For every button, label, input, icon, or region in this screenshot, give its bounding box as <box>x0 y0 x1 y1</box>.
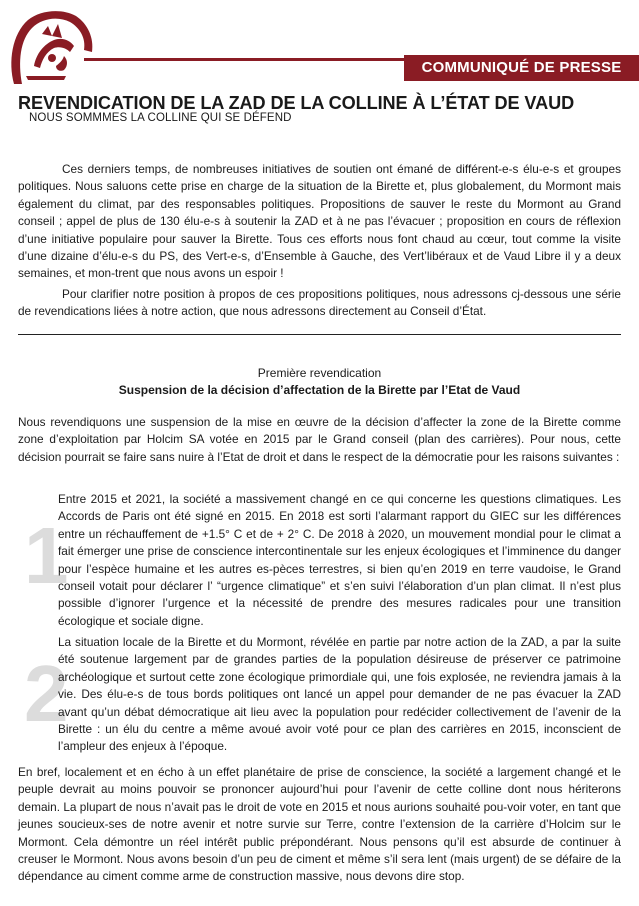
page-subtitle: NOUS SOMMMES LA COLLINE QUI SE DÉFEND <box>29 112 292 124</box>
item-text-1: Entre 2015 et 2021, la société a massivement changé en ce qui concerne les questions climatiques. Les Accords de Paris ont été signé en 2015. En 2018 est sorti l’alarmant rapport du GIEC sur les différences entre un réchauffement de +1.5° C et de + 2° C. De 2018 à 2020, un mouvement mondial pour le climat a fait émerger une prise de conscience intercontinentale sur les enjeux écologiques et l’imminence du danger pour l’espèce humaine et les autres es-pèces terrestres, si bien qu’en 2019 en terre vaudoise, le Grand conseil votait pour déclarer l’ “urgence climatique” et s’en suivi l’élaboration d’un plan climat. Il n’est plus possible d’ignorer l’urgence et la nécessité de prendre des mesures radicales pour une transition écologique et sociale digne. <box>58 492 621 628</box>
intro-paragraph-1: Ces derniers temps, de nombreuses initiatives de soutien ont émané de différent-e-s élu-e-s et groupes politiques. Nous saluons cette prise en charge de la situation de la Birette et, plus globalement, du Mormont mais également du climat, par des responsables politiques. Propositions de sauver le reste du Mormont au Grand conseil ; appel de plus de 130 élu-e-s à soutenir la ZAD et à ne pas l’évacuer ; proposition en cours de réflexion d’une initiative populaire pour sauver la Birette. Tous ces efforts nous font chaud au cœur, tout comme la visite d’une dizaine d’élu-e-s du PS, des Vert-e-s, d’Ensemble à Gauche, des Vert’libéraux et de Vaud Libre il y a deux semaines, et mon-trent que nous avons un espoir ! <box>18 162 621 281</box>
item-text-2: La situation locale de la Birette et du Mormont, révélée en partie par notre action de la ZAD, a par la suite été soutenue largement par de grandes parties de la population désireuse de préserver ce patrimoine archéologique et surtout cette zone écologique primordiale qui, une fois explosée, ne reviendra jamais à la vie. Des élu-e-s de tous bords politiques ont lancé un appel pour demander de ne pas évacuer la ZAD avant qu’un débat démocratique ait lieu avec la population pour redécider collectivement de l’avenir de la Birette : un élu du centre a même avoué avoir voté pour ce plan des carrières en 2015, inconscient de l’ampleur des enjeux à l’époque. <box>58 635 621 754</box>
press-release-banner: COMMUNIQUÉ DE PRESSE <box>404 55 639 81</box>
item-number-1: 1 <box>24 511 69 600</box>
page-title: REVENDICATION DE LA ZAD DE LA COLLINE À L’ÉTAT DE VAUD <box>18 92 575 113</box>
section-kicker: Première revendication <box>257 366 382 380</box>
section-divider <box>18 334 621 335</box>
section-title: Suspension de la décision d’affectation de la Birette par l’Etat de Vaud <box>118 383 521 397</box>
section-paragraph-2: En bref, localement et en écho à un effet planétaire de prise de conscience, la société a largement changé et le peuple devrait au moins pouvoir se prononcer aujourd’hui pour l’avenir de cette colline dont nous hériterons demain. La plupart de nous n’avait pas le droit de vote en 2015 et nous aurions souhaité pou-voir voter, en tant que jeunes soucieux-ses de notre avenir et notre survie sur Terre, contre l’extension de la carrière d’Holcim sur le Mormont. Cela démontre un réel intérêt public prépondérant. Nous pensons qu’il est absurde de continuer à creuser le Mormont. Nous avons besoin d’un peu de ciment et même s’il sera lent (mais urgent) de se défaire de la dépendance au ciment comme arme de construction massive, nous devons dire stop. <box>18 765 621 884</box>
intro-paragraph-2: Pour clarifier notre position à propos de ces propositions politiques, nous adressons cj-dessous une série de revendications liées à notre action, que nous adressons directement au Conseil d’État. <box>18 287 621 319</box>
section-paragraph-1: Nous revendiquons une suspension de la mise en œuvre de la décision d’affecter la zone de la Birette comme zone d’exploitation par Holcim SA votée en 2015 par le Grand conseil (plan des carrières). Pour nous, cette décision pourrait se faire sans nuire à l’Etat de droit et dans le respect de la démocratie pour les raisons suivantes : <box>18 415 621 464</box>
item-number-2: 2 <box>24 649 69 738</box>
zad-logo <box>6 4 98 90</box>
